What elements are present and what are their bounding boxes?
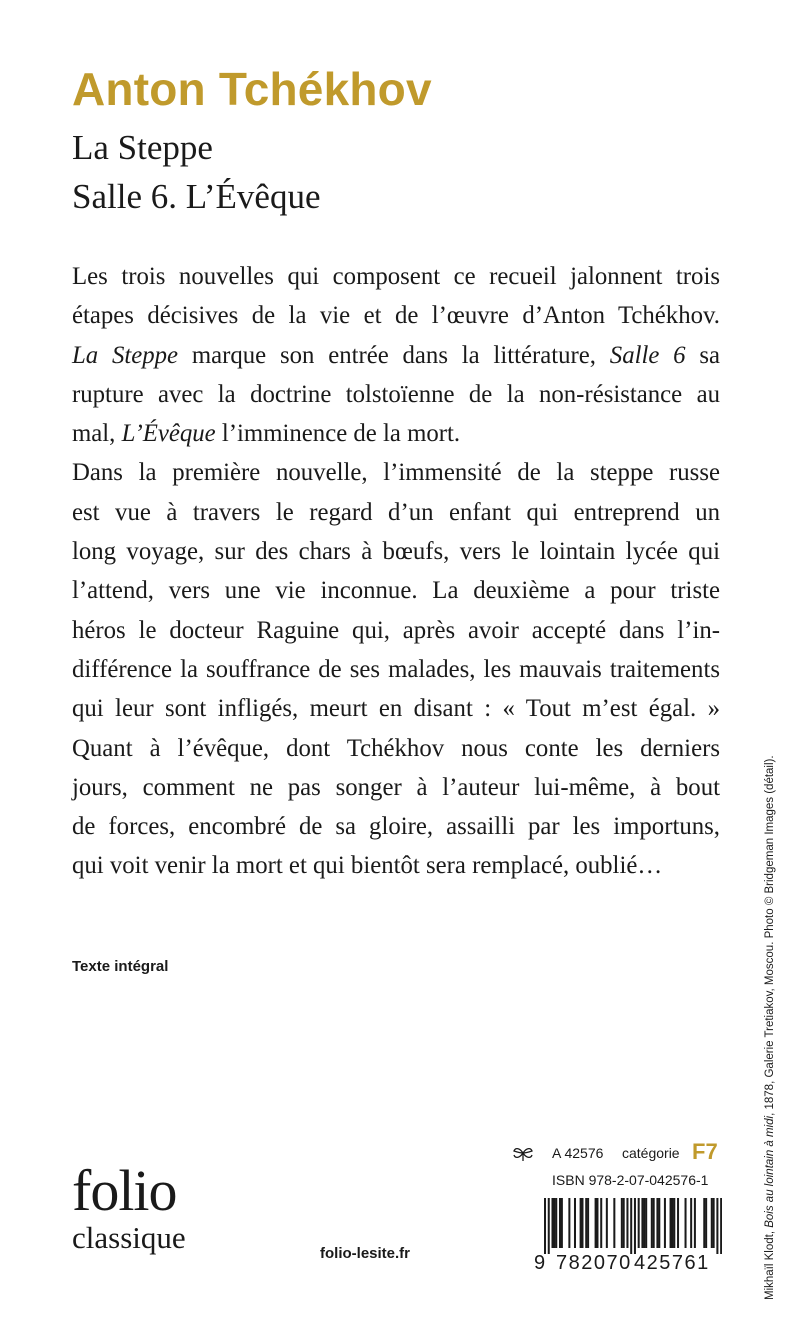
summary-line [72,493,720,532]
summary-text: héros le docteur Raguine qui, après avoir accepté dans l’in- [72,616,720,644]
barcode-bar [716,1198,718,1254]
barcode-bar [606,1198,608,1248]
summary-text: rupture avec la doctrine tolstoïenne de la non-résistance au [72,380,720,408]
barcode-bar [638,1198,640,1248]
barcode-bar [685,1198,687,1248]
summary-line [72,611,720,650]
barcode-bar [596,1198,598,1248]
barcode-bar [673,1198,675,1248]
summary-text: qui voit venir la mort et qui bientôt sera remplacé, oublié… [72,852,663,880]
isbn-number: ISBN 978-2-07-042576-1 [552,1172,709,1188]
barcode-block [512,1140,722,1275]
barcode-digit-first: 9 [534,1252,546,1274]
logo-folio: folio [72,1158,177,1223]
barcode-bar [653,1198,655,1248]
summary-line [72,571,720,610]
barcode-bar [544,1198,546,1254]
summary-line [72,768,720,807]
catalog-reference: A 42576 [552,1145,604,1161]
logo-classique: classique [72,1220,186,1255]
barcode-bar [568,1198,570,1248]
summary-text: mal, [72,420,122,448]
folio-classique-logo [72,1158,186,1255]
barcode-bar [634,1198,636,1254]
barcode-bar [694,1198,696,1248]
barcode-bar [548,1198,550,1254]
barcode-bar [555,1198,557,1248]
summary-text: différence la souffrance de ses malades, les mauvais traitements [72,655,720,683]
barcode-bar [671,1198,673,1248]
summary-text: Les trois nouvelles qui composent ce recueil jalonnent trois [72,263,720,290]
barcode-bar [645,1198,647,1248]
summary-italic-title: L’Évêque [121,420,216,448]
barcode-bar [551,1198,553,1248]
barcode-bar [630,1198,632,1254]
credits-artist: Mikhaïl Klodt, [764,1227,776,1300]
summary-line [72,257,720,296]
summary-line [72,453,720,492]
summary-text: marque son entrée dans la littérature, [178,341,610,369]
barcode-bar [713,1198,715,1248]
barcode-bar [626,1198,628,1248]
summary-line [72,336,720,375]
image-credits [764,755,776,1300]
barcode-bar [623,1198,625,1248]
barcode-bar [581,1198,583,1248]
summary-text: l’imminence de la mort. [215,420,461,448]
book-subtitle: Salle 6. L’Évêque [72,177,321,216]
author-name: Anton Tchékhov [72,63,432,115]
barcode-bar [703,1198,705,1248]
barcode-bar [705,1198,707,1248]
barcode-bar [658,1198,660,1248]
category-label: catégorie [622,1145,680,1161]
integral-text-label: Texte intégral [72,958,169,975]
category-code: F7 [692,1139,718,1164]
summary-text: de forces, encombré de sa gloire, assailli par les importuns, [72,813,720,841]
barcode-bar [587,1198,589,1248]
barcode-bar [613,1198,615,1248]
summary-text: l’attend, vers une vie inconnue. La deuxième a pour triste [72,577,720,605]
barcode-bar [641,1198,643,1248]
barcode-bar [643,1198,645,1248]
summary-line [72,846,720,885]
summary-text: jours, comment ne pas songer à l’auteur lui-même, à bout [72,773,720,801]
barcode-bar [559,1198,561,1248]
summary-text: Quant à l’évêque, dont Tchékhov nous conte les derniers [72,734,720,762]
barcode-bar [690,1198,692,1248]
barcode-bar [561,1198,563,1248]
back-cover-summary [72,257,720,886]
barcode-bar [585,1198,587,1248]
credits-rest: , 1878, Galerie Tretiakov, Moscou. Photo © Bridgeman Images (détail). [764,755,776,1116]
summary-italic-title: Salle 6 [609,341,686,369]
barcode-bar [651,1198,653,1248]
credits-artwork-title: Bois au lointain à midi [764,1115,776,1228]
publisher-website: folio-lesite.fr [320,1245,411,1262]
book-title: La Steppe [72,128,213,167]
barcode-bar [574,1198,576,1248]
summary-line [72,414,720,453]
summary-line [72,729,720,768]
barcode-bar [600,1198,602,1248]
summary-line [72,689,720,728]
barcode-bar [711,1198,713,1248]
summary-line [72,650,720,689]
barcode-bar [595,1198,597,1248]
barcode-digits-left: 782070 [556,1252,632,1274]
summary-line [72,807,720,846]
summary-text: long voyage, sur des chars à bœufs, vers le lointain lycée qui [72,538,720,566]
summary-text: est vue à travers le regard d’un enfant qui entreprend un [72,498,720,526]
summary-line [72,296,720,335]
summary-text: Dans la première nouvelle, l’immensité de la steppe russe [72,459,720,487]
ean-barcode [544,1198,722,1254]
folio-flower-icon [512,1144,534,1162]
barcode-bar [553,1198,555,1248]
barcode-bar [677,1198,679,1248]
barcode-bar [670,1198,672,1248]
barcode-bar [656,1198,658,1248]
summary-text: sa [685,341,720,369]
summary-line [72,375,720,414]
barcode-digits-right: 425761 [634,1252,710,1274]
catalog-line [512,1140,722,1166]
summary-text: étapes décisives de la vie et de l’œuvre d’Anton Tchékhov. [72,302,720,330]
summary-italic-title: La Steppe [72,341,179,369]
barcode-bar [621,1198,623,1248]
summary-text: qui leur sont infligés, meurt en disant : « Tout m’est égal. » [72,695,720,723]
barcode-bar [664,1198,666,1248]
barcode-bar [580,1198,582,1248]
summary-line [72,532,720,571]
barcode-bar [720,1198,722,1254]
